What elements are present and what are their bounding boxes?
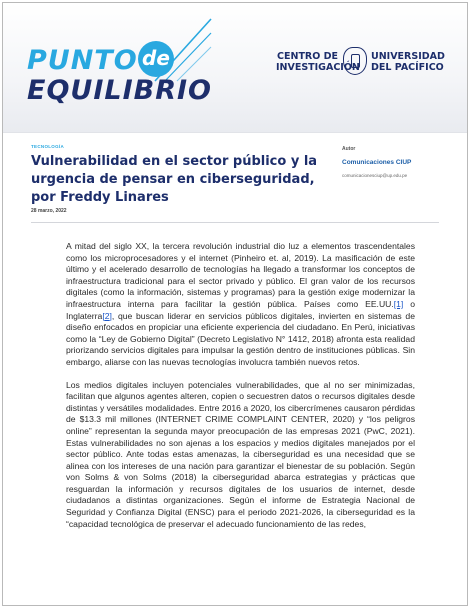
paragraph-1-text-b: o Inglaterra: [66, 298, 415, 321]
logo-text-punto: PUNTO: [27, 45, 138, 76]
header-divider: [31, 222, 439, 223]
author-email[interactable]: comunicacionesciup@up.edu.pe: [342, 173, 408, 178]
paragraph-2: Los medios digitales incluyen potenciales vulnerabilidades, que al no ser minimizadas, facilitan que algunos agentes alteren, copien o secuestren datos o recursos digitales desde distintas y versátiles modalidades. Entre 2016 a 2020, los cibercrímenes causaron pérdidas de $13.3 mil millones (INTERNET CRIME COMPLAINT CENTER, 2020) y “los peligros online” representan la segunda mayor preocupación de las empresas 2021 (PwC, 2021). Estas vulnerabilidades no son ajenas a los espacios y medios digitales manejados por el sector público. Ante todas estas amenazas, la ciberseguridad es una necesidad que se alinea con los intereses de una nación para garantizar el bienestar de su población. Según von Solms & von Solms (2018) la ciberseguridad abarca estrategias y prácticas que resguardan la información y recursos digitales de los usuarios de internet, desde ciudadanos a distintas organizaciones. Según el informe de Estrategia Nacional de Seguridad y Confianza Digital (ENSC) para el periodo 2021-2026, la ciberseguridad es la “capacidad tecnológica de preservar el adecuado funcionamiento de las redes,: [66, 379, 415, 529]
article-body: [66, 241, 415, 541]
up-logo-line2: DEL PACÍFICO: [371, 62, 444, 73]
footnote-link-1[interactable]: [1]: [393, 298, 404, 309]
ciup-logo: [276, 51, 360, 73]
paragraph-1-text-a: A mitad del siglo XX, la tercera revolución industrial dio luz a elementos trascendentales como los microprocesadores y el internet (Pinheiro et. al, 2019). La masificación de este último y el acelerado desarrollo de tecnologías ha llegado a transformar los conceptos de infraestructura tradicional para el sector privado y público. El gran valor de los recursos digitales (como la información, sistemas y programas) para la gestión exige modernizar la infraestructura interna para facilitar la gestión pública. Países como EE.UU.: [66, 241, 415, 309]
up-logo-line1: UNIVERSIDAD: [371, 51, 445, 62]
author-label: Autor: [342, 146, 356, 152]
paragraph-1: [66, 241, 415, 369]
ciup-logo-line2: INVESTIGACIÓN: [276, 62, 360, 73]
document-page: [2, 2, 468, 606]
paragraph-1-text-c: , que buscan liderar en servicios públicos digitales, invierten en sistemas de diseño enfocados en propiciar una eficiente experiencia del ciudadano. En Perú, iniciativas como la “Ley de Gobierno Digital” (Decreto Legislativo N° 1412, 2018) afronta esta realidad priorizando servicios digitales para impulsar la gestión dentro de instituciones públicas. Sin embargo, aliarse con las nuevas tecnologías involucra también nuevos retos.: [66, 310, 415, 367]
article-category[interactable]: TECNOLOGÍA: [31, 144, 64, 149]
author-name[interactable]: Comunicaciones CIUP: [342, 159, 412, 166]
university-seal-icon: [343, 47, 367, 75]
ciup-logo-line1: CENTRO DE: [277, 51, 338, 62]
article-date: 28 marzo, 2022: [31, 208, 67, 214]
footnote-link-2[interactable]: [2]: [102, 310, 112, 321]
header-banner: [3, 3, 467, 133]
up-logo: [371, 51, 451, 73]
logo-text-equilibrio: EQUILIBRIO: [27, 75, 212, 106]
logo-text-de: de: [138, 41, 174, 77]
article-title: Vulnerabilidad en el sector público y la urgencia de pensar en ciberseguridad, por Freddy Linares: [31, 154, 318, 205]
